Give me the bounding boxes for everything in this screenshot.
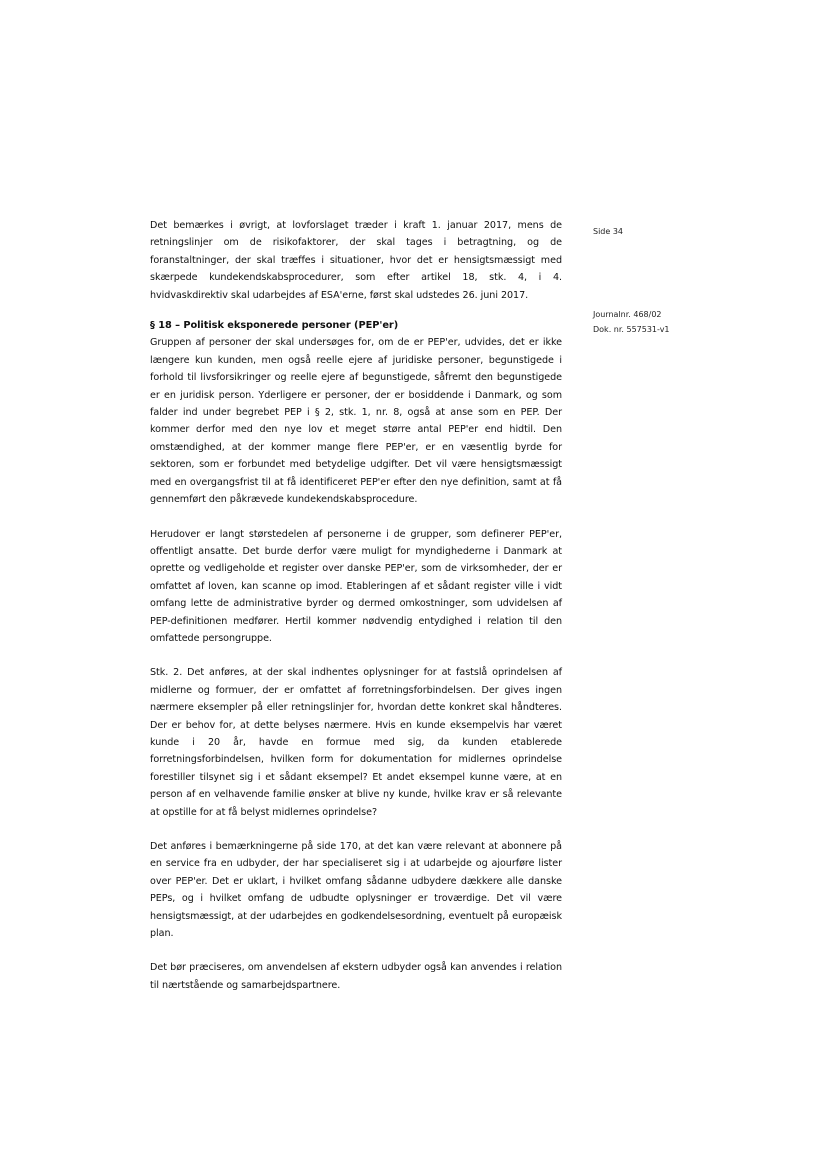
- journal-number: Journalnr. 468/02: [593, 310, 662, 319]
- paragraph: Herudover er langt størstedelen af personerne i de grupper, som definerer PEP'er, offentligt ansatte. Det burde derfor være muligt for myndighederne i Danmark at oprette og vedligeholde et register over danske PEP'er, som de virksomheder, der er omfattet af loven, kan scanne op imod. Etableringen af et sådant register ville i vidt omfang lette de administrative byrder og dermed omkostninger, som udvidelsen af PEP-definitionen medfører. Hertil kommer nødvendig entydighed i relation til den omfattede persongruppe.: [150, 528, 562, 644]
- page-number: Side 34: [593, 227, 624, 236]
- paragraph: Det bør præciseres, om anvendelsen af ekstern udbyder også kan anvendes i relation til nærtstående og samarbejdspartnere.: [150, 962, 562, 991]
- paragraph: Stk. 2. Det anføres, at der skal indhentes oplysninger for at fastslå oprindelsen af midlerne og formuer, der er omfattet af forretningsforbindelsen. Der gives ingen nærmere eksempler på eller retningslinjer for, hvordan dette konkret skal håndteres. Der er behov for, at dette belyses nærmere. Hvis en kunde eksempelvis har været kunde i 20 år, havde en formue med sig, da kunden etablerede forretningsforbindelsen, hvilken form for dokumentation for midlernes oprindelse forestiller tilsynet sig i et sådant eksempel? Et andet eksempel kunne være, at en person af en velhavende familie ønsker at blive ny kunde, hvilke krav er så relevante at opstille for at få belyst midlernes oprindelse?: [150, 667, 562, 818]
- paragraph: Det anføres i bemærkningerne på side 170, at det kan være relevant at abonnere på en service fra en udbyder, der har specialiseret sig i at udarbejde og ajourføre lister over PEP'er. Det er uklart, i hvilket omfang sådanne udbydere dækkere alle danske PEPs, og i hvilket omfang de udbudte oplysninger er troværdige. Det vil være hensigtsmæssigt, at der udarbejdes en godkendelsesordning, eventuelt på europæisk plan.: [150, 841, 562, 940]
- document-body: [150, 217, 562, 1011]
- section-heading: § 18 – Politisk eksponerede personer (PEP'er): [150, 320, 399, 332]
- document-sidebar: [593, 224, 813, 337]
- paragraph: Gruppen af personer der skal undersøges for, om de er PEP'er, udvides, det er ikke længere kun kunden, men også reelle ejere af juridiske personer, begunstigede i forhold til livsforsikringer og reelle ejere af begunstigede, såfremt den begunstigede er en juridisk person. Yderligere er personer, der er bosiddende i Danmark, og som falder ind under begrebet PEP i § 2, stk. 1, nr. 8, også at anse som en PEP. Der kommer derfor med den nye lov et meget større antal PEP'er end hidtil. Den omstændighed, at der kommer mange flere PEP'er, er en væsentlig byrde for sektoren, som er forbundet med betydelige udgifter. Det vil være hensigtsmæssigt med en overgangsfrist til at få identificeret PEP'er efter den nye definition, samt at få gennemført den påkrævede kundekendskabsprocedure.: [150, 337, 562, 506]
- intro-paragraph: Det bemærkes i øvrigt, at lovforslaget træder i kraft 1. januar 2017, mens de retningslinjer om de risikofaktorer, der skal tages i betragtning, og de foranstaltninger, der skal træffes i situationer, hvor det er hensigtsmæssigt med skærpede kundekendskabsprocedurer, som efter artikel 18, stk. 4, i 4. hvidvaskdirektiv skal udarbejdes af ESA'erne, først skal udstedes 26. juni 2017.: [150, 220, 562, 301]
- document-number: Dok. nr. 557531-v1: [593, 325, 670, 334]
